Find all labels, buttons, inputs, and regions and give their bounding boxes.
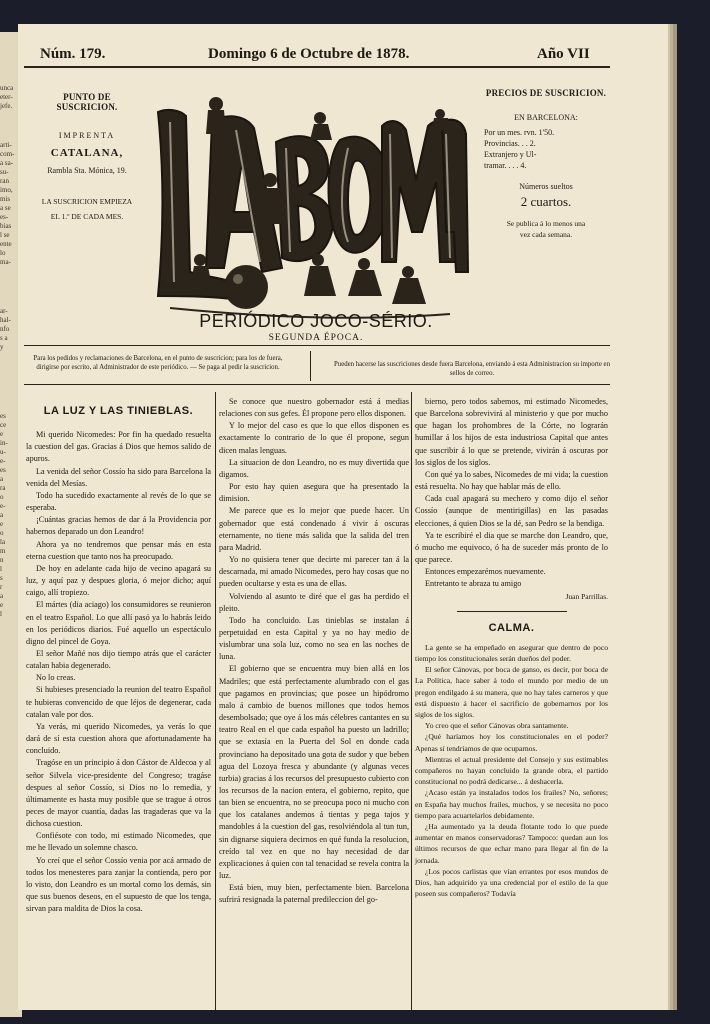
- article-paragraph: ¿Acaso están ya instalados todos los frailes? No, señores; en España hay muchos frailes, muchos, y se necesita no poco tiempo para acuartelarlos debidamente.: [415, 788, 608, 820]
- margin-fragment: e-: [0, 502, 6, 510]
- article-paragraph: Mientras el actual presidente del Consejo y sus estimables compañeros no hayan concluido la grande obra, el partido constitucional no podrá dedicarse... á deshacerla.: [415, 754, 608, 787]
- margin-fragment: com-: [0, 150, 15, 158]
- publish-frequency: Se publica á lo menos una: [506, 219, 586, 228]
- article-paragraph: Está bien, muy bien, perfectamente bien. Barcelona sufrirá resignada la paternal predileccion del go-: [219, 883, 409, 905]
- article-paragraph: ¿Los pocos carlistas que vían errantes por esos mundos de Dios, han adquirido ya una credencial por el estilo de la que poseen sus compañeros? Todavía: [415, 866, 608, 899]
- margin-fragment: es: [0, 412, 6, 420]
- article-paragraph: Cada cual apagará su mechero y como dijo el señor Cossío (aunque de mentirigillas) en las pasadas elecciones, á quien Dios se la dé, san Pedro se la bendiga.: [415, 494, 608, 528]
- notice-rule-top: [24, 345, 610, 346]
- notice-divider: [310, 351, 311, 381]
- price-abroad-2: tramar. . . . 4.: [484, 161, 527, 170]
- article-paragraph: ¿Ha aumentado ya la deuda flotante todo lo que puede aumentar en manos conservadoras? Tampoco: quedan aun los últimos recursos de que echar mano para llegar al fin de la jornada.: [415, 822, 608, 865]
- margin-fragment: u-: [0, 448, 6, 456]
- article-paragraph: bierno, pero todos sabemos, mi estimado Nicomedes, que Barcelona sobrevivirá al ministerio y que por mucho que hagan los prohombres de la Córte, no lograrán humillar á los hijos de esta industriosa Capital que antes que suscribir á lo que se pretende, vivirán á oscuras por los siglos de los siglos.: [415, 397, 608, 467]
- publish-frequency-2: vez cada semana.: [519, 230, 573, 239]
- printer-name: CATALANA,: [50, 147, 124, 159]
- margin-fragment: ra: [0, 484, 6, 492]
- margin-fragment: a: [0, 592, 4, 600]
- column-divider-1: [215, 392, 216, 1010]
- margin-fragment: a: [0, 511, 4, 519]
- article-paragraph: La gente se ha empeñado en asegurar que dentro de poco tiempo los constitucionales serán dueños del poder.: [415, 642, 608, 664]
- issue-date: Domingo 6 de Octubre de 1878.: [208, 46, 410, 62]
- article-column-3: [415, 396, 608, 899]
- masthead-rule: [24, 66, 610, 68]
- article-column-1: [26, 405, 211, 915]
- article-paragraph: Con qué ya lo sabes, Nicomedes de mi vida; la cuestion está resuelta. No hay que hablar más de ello.: [415, 469, 608, 492]
- article-column-2: [219, 396, 409, 907]
- article-paragraph: Si hubieses presenciado la reunion del teatro Español te hubieras convencido de que léjos de degenerar, cada catalan vale por dos.: [26, 685, 211, 719]
- margin-fragment: y: [0, 343, 4, 351]
- margin-fragment: l: [0, 610, 2, 618]
- article-paragraph: De hoy en adelante cada hijo de vecino apagará su luz, y aquí paz y despues gloria, ó mejor dicho; aquí caigo, allí tropiezo.: [26, 563, 211, 598]
- margin-fragment: mis: [0, 195, 11, 203]
- margin-fragment: lo: [0, 249, 6, 257]
- article-paragraph: Y lo mejor del caso es que lo que ellos disponen es exactamente lo contrario de lo que él propone, segun dicen malas lenguas.: [219, 421, 409, 455]
- article-paragraph: Entretanto te abraza tu amigo: [425, 579, 522, 589]
- issue-year: Año VII: [537, 46, 590, 62]
- loose-numbers: Números sueltos: [519, 182, 573, 191]
- article-paragraph: Todo ha sucedido exactamente al revés de lo que se esperaba.: [26, 490, 211, 513]
- price-provinces: Provincias. . . 2.: [484, 139, 536, 148]
- margin-fragment: r: [0, 583, 3, 591]
- price-abroad: Extranjero y Ul-: [484, 150, 537, 159]
- article-paragraph: Volviendo al asunto te diré que el gas ha perdido el pleito.: [219, 591, 409, 613]
- printer-address: Rambla Sta. Mónica, 19.: [47, 166, 127, 175]
- newspaper-page: [18, 24, 668, 1010]
- margin-fragment: es-: [0, 213, 9, 221]
- margin-fragment: e: [0, 601, 4, 609]
- subscription-start: LA SUSCRICION EMPIEZA: [41, 197, 133, 206]
- article-paragraph: Yo creo que el señor Cánovas obra santamente.: [425, 721, 569, 731]
- notice-right: Pueden hacerse las suscriciones desde fuera Barcelona, enviando á esta Administracion su importe en sellos de correo.: [334, 361, 610, 377]
- article-signature: Juan Parrillas.: [565, 591, 608, 601]
- subscription-point-title: PUNTO DE SUSCRICION.: [56, 92, 118, 112]
- margin-fragment: ma-: [0, 258, 11, 266]
- margin-fragment: eter-: [0, 93, 13, 101]
- margin-fragment: e: [0, 430, 4, 438]
- margin-fragment: es: [0, 466, 6, 474]
- printer-label: IMPRENTA: [58, 131, 116, 140]
- margin-fragment: e-: [0, 457, 6, 465]
- la-bomba-logo: [150, 82, 470, 327]
- article-paragraph: La venida del señor Cossío ha sido para Barcelona la venida del Mesías.: [26, 466, 211, 488]
- article-title-luz: LA LUZ Y LAS TINIEBLAS.: [43, 405, 194, 417]
- article-paragraph: Yo no quisiera tener que decirte mi parecer tan á la descarnada, mi amado Nicomedes, pero hay cosas que no pueden ocultarse y esta es una de ellas.: [219, 555, 409, 589]
- margin-fragment: arti-: [0, 141, 12, 149]
- margin-fragment: in-: [0, 439, 8, 447]
- margin-fragment: hal-: [0, 316, 11, 324]
- price-month: Por un mes. rvn. 1'50.: [484, 128, 555, 137]
- article-paragraph: No lo creas.: [36, 673, 76, 683]
- article-title-calma: CALMA.: [488, 621, 535, 634]
- article-separator: [457, 611, 567, 612]
- article-paragraph: Me parece que es lo mejor que puede hacer. Un gobernador que está condenado á vivir á oscuras eternamente, no tiene más salida que la salida del tren para Madrid.: [219, 506, 409, 552]
- notice-left: Para los pedidos y reclamaciones de Barcelona, en el punto de suscricion; para los de fuera, dirigirse por escrito, al Administrador de este periódico. — Se paga al pedir la suscricion.: [33, 355, 283, 371]
- prices-title: PRECIOS DE SUSCRICION.: [485, 88, 607, 98]
- margin-fragment: o: [0, 493, 4, 501]
- loose-price: 2 cuartos.: [520, 194, 572, 209]
- margin-fragment: ente: [0, 240, 12, 248]
- article-paragraph: Entonces empezarémos nuevamente.: [425, 567, 546, 577]
- margin-fragment: la: [0, 538, 6, 546]
- prices-city: EN BARCELONA:: [514, 113, 578, 122]
- subscription-prices-box: [484, 88, 608, 240]
- margin-fragment: ran: [0, 177, 9, 185]
- margin-fragment: l: [0, 565, 2, 573]
- article-paragraph: Ya verás, mi querido Nicomedes, ya verás lo que dará de sí esta cuestion ahora que afortunadamente ha concluido.: [26, 721, 211, 756]
- margin-fragment: n: [0, 556, 4, 564]
- article-paragraph: Confiésote con todo, mi estimado Nicomedes, que me he llevado un solemne chasco.: [26, 831, 211, 853]
- article-paragraph: ¡Cuántas gracias hemos de dar á la Providencia por habernos deparado un don Leandro!: [26, 515, 211, 537]
- margin-fragment: jefe.: [0, 102, 13, 110]
- margin-fragment: bias: [0, 222, 12, 230]
- margin-fragment: ar-: [0, 307, 8, 315]
- margin-fragment: e: [0, 520, 4, 528]
- article-paragraph: Yo creí que el señor Cossío venia por acá armado de todos los menesteres para zanjar la contienda, pero por lo visto, don Leandro es un mortal como los demás, sin que sus buenos deseos, en el supuesto de que los tenga, sirvan para maldita de Dios la cosa.: [26, 855, 211, 914]
- margin-fragment: unca: [0, 84, 14, 92]
- margin-fragment: o: [0, 529, 4, 537]
- article-paragraph: Ya te escribiré el dia que se marche don Leandro, que, ó mucho me equivoco, ó ha de suceder más pronto de lo que parece.: [415, 530, 608, 565]
- article-paragraph: El mártes (dia aciago) los consumidores se reunieron en el teatro Español. Lo que allí pasó ya lo habrás leido en los periódicos diarios. Fué aquello un espectáculo digno del pincel de Goya.: [26, 600, 211, 646]
- margin-fragment: ce: [0, 421, 7, 429]
- margin-fragment: l se: [0, 231, 10, 239]
- article-paragraph: Se conoce que nuestro gobernador está á medias relaciones con sus gefes. Él propone pero ellos disponen.: [219, 397, 409, 419]
- margin-fragment: a sa-: [0, 159, 14, 167]
- article-paragraph: El señor Mañé nos dijo tiempo atrás que el carácter catalan habia degenerado.: [26, 648, 211, 671]
- issue-number: Núm. 179.: [40, 46, 106, 62]
- margin-fragment: s: [0, 574, 3, 582]
- newspaper-subtitle: PERIÓDICO JOCO-SÉRIO.: [199, 311, 433, 331]
- article-paragraph: ¿Qué haríamos hoy los constitucionales en el poder? Apenas sí tendríamos de que ocuparnos.: [415, 732, 608, 753]
- article-paragraph: El señor Cánovas, por boca de ganso, es decir, por boca de La Política, hace saber á todo el mundo por medio de un pregon endilgado á su manera, que no hay tales carneros y que está dispuesto á hacer el sacrificio de gobernarnos por los siglos de los siglos.: [415, 665, 608, 720]
- subscription-start-day: EL 1.º DE CADA MES.: [50, 212, 124, 221]
- article-paragraph: El gobierno que se encuentra muy bien allá en los Madriles; que está perfectamente alumbrado con el gas que pagamos en provincias; que posee un hipódromo malo á cambio de buenos millones que todos hemos desembolsado; que oye á los más célebres cantantes en su teatro Real en el que cada español ha puesto un ladrillo; que se extasía en la Puerta del Sol en donde cada provinciano ha depositado una gota de sudor y que beben agua del Lozoya fresca y abundante (y algunas veces turbia) gracias á los recursos del presupuesto cubierto con los recursos de la nacion entera, el gobierno, repito, que tan bien se encuentra, no se preocupa poco ni mucho con que los catalanes andemos á tientas y pega tajos y mandobles á la cuestion del gas, resolviéndola al tun tun, sin dignarse siquiera decirnos en qué funda la resolucion, creído tal vez en que no hay necesidad de dar explicaciones á quien con tal tenacidad se revela contra la luz.: [219, 664, 409, 881]
- margin-fragment: a se: [0, 204, 11, 212]
- margin-fragment: su-: [0, 168, 9, 176]
- article-paragraph: Por esto hay quien asegura que ha presentado la dimision.: [219, 482, 409, 504]
- margin-fragment: m: [0, 547, 6, 555]
- article-paragraph: Tragóse en un principio á don Cástor de Aldecoa y al señor Silvela vice-presidente del Congreso; tragáse despues al señor Cossío, si Dios no lo remedia, y últimamente es hasta muy posible que se trague á otros peces de mayor cuantía, dadas las tragaderas que va la dichosa cuestion.: [26, 758, 211, 829]
- column-divider-2: [411, 392, 412, 1010]
- article-paragraph: La situacion de don Leandro, no es muy divertida que digamos.: [219, 457, 409, 479]
- article-paragraph: Todo ha concluido. Las tinieblas se instalan á perpetuidad en esta Capital y ya no hay medio de vislumbrar una sola luz, como no sea en las noches de luna.: [219, 615, 409, 662]
- notice-rule-bottom: [24, 384, 610, 385]
- article-paragraph: Ahora ya no tendremos que pensar más en esta eterna cuestion que tanto nos ha preocupado.: [26, 539, 211, 561]
- article-paragraph: Mi querido Nicomedes: Por fin ha quedado resuelta la cuestion del gas. Gracias á Dios que hemos salido de apuros.: [26, 430, 211, 464]
- subscription-point-box: [32, 92, 142, 222]
- margin-fragment: nfo: [0, 325, 10, 333]
- margin-fragment: imo,: [0, 186, 13, 194]
- newspaper-epoch: SEGUNDA ÉPOCA.: [268, 333, 364, 343]
- margin-fragment: a: [0, 475, 4, 483]
- margin-fragment: s a: [0, 334, 8, 342]
